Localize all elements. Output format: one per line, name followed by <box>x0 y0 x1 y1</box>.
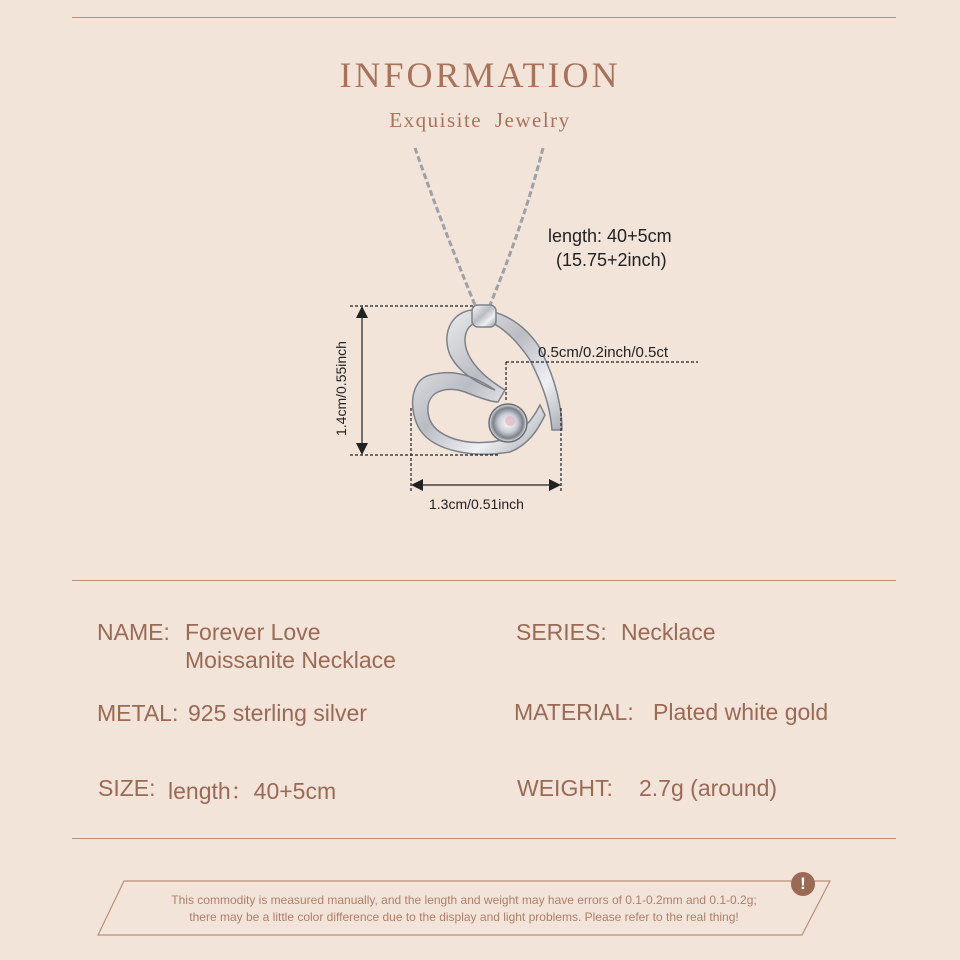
notice-frame <box>96 880 832 936</box>
top-divider <box>72 17 896 18</box>
series-label: SERIES: <box>516 619 607 645</box>
weight-label: WEIGHT: <box>517 775 613 801</box>
name-value-line1: Forever Love <box>185 619 321 645</box>
size-label: SIZE: <box>98 775 156 801</box>
height-label: 1.4cm/0.55inch <box>333 341 349 436</box>
material-label: MATERIAL: <box>514 699 634 725</box>
chain-length-inch-label: (15.75+2inch) <box>556 250 667 270</box>
necklace-chain <box>415 148 543 305</box>
series-value: Necklace <box>621 619 716 645</box>
width-label: 1.3cm/0.51inch <box>429 496 524 512</box>
stone-size-label: 0.5cm/0.2inch/0.5ct <box>538 344 669 361</box>
notice-line-2: there may be a little color difference due to the display and light problems. Please refer to the real thing! <box>189 910 739 924</box>
middle-divider <box>72 580 896 581</box>
heart-pendant <box>413 305 562 454</box>
bottom-divider <box>72 838 896 839</box>
page-title: INFORMATION <box>339 55 621 95</box>
exclamation-icon: ! <box>791 872 815 896</box>
page-subtitle: Exquisite Jewelry <box>389 108 571 132</box>
name-spec <box>97 619 170 646</box>
metal-value: 925 sterling silver <box>188 700 367 726</box>
name-value-line2: Moissanite Necklace <box>185 647 396 673</box>
weight-value: 2.7g (around) <box>639 775 778 801</box>
chain-length-label: length: 40+5cm <box>548 226 672 246</box>
metal-label: METAL: <box>97 700 179 726</box>
material-value: Plated white gold <box>653 699 829 725</box>
product-image <box>300 140 720 540</box>
size-value: length：40+5cm <box>168 778 337 804</box>
notice-line-1: This commodity is measured manually, and the length and weight may have errors of 0.1-0.2mm and 0.1-0.2g; <box>171 893 757 907</box>
name-label: NAME: <box>97 619 170 645</box>
